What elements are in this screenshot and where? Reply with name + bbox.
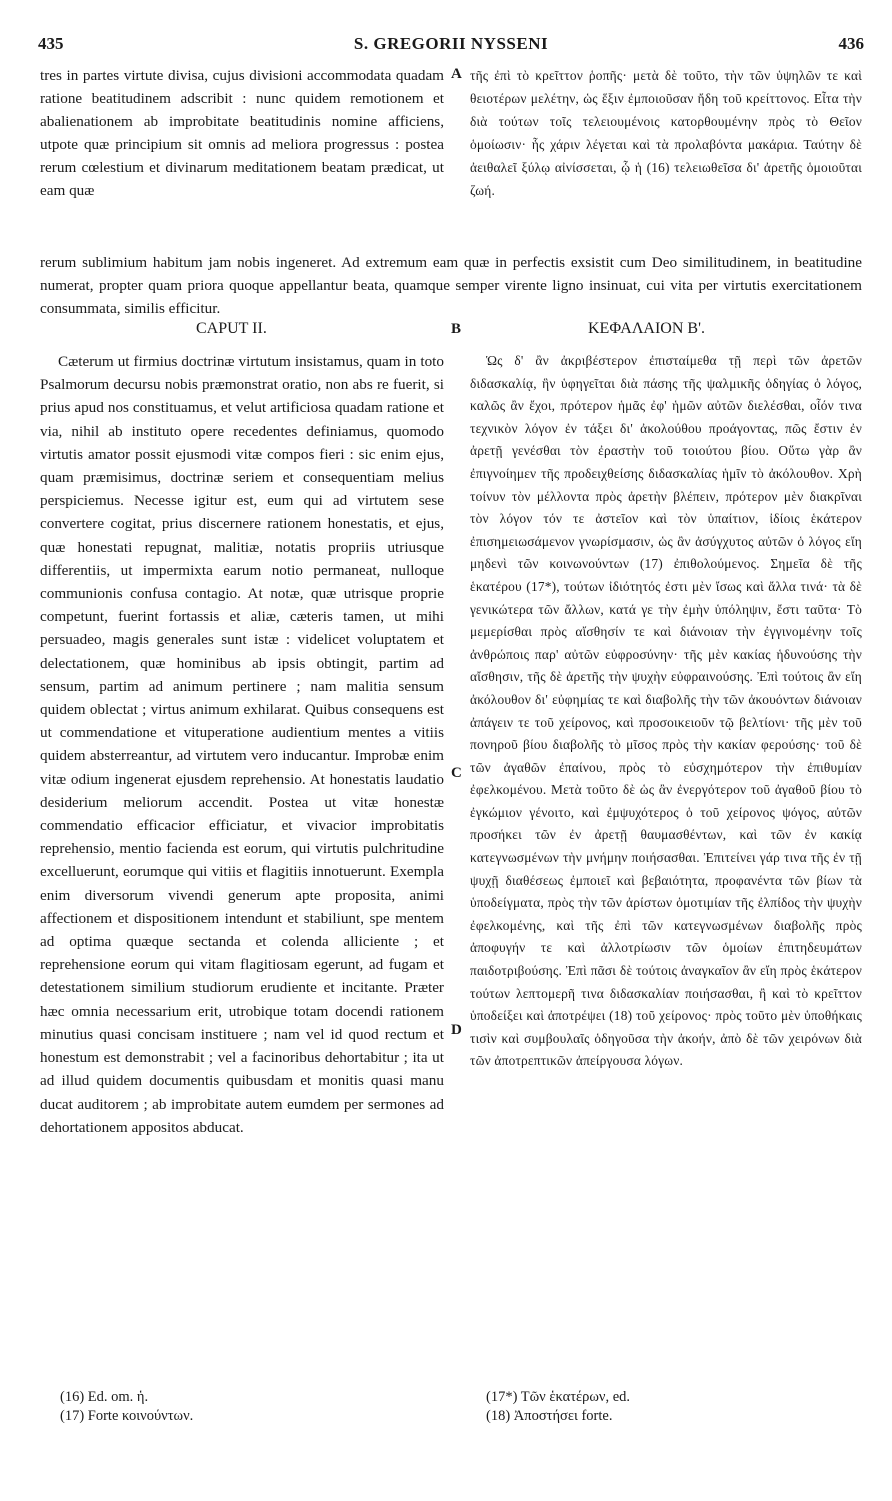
top-latin-column xyxy=(40,64,444,203)
top-latin-text: tres in partes virtute divisa, cujus divisioni accommodata quadam ratione beatitudinem adscribit : nunc quidem remotionem et abalienationem ab improbitate beatitudinis nomine afficiens, utpote quæ principium sit omnis ad meliora progressus : postea rerum cœlestium et divinarum meditationem beatam prædicat, ut eam quæ xyxy=(40,67,444,200)
main-latin-column xyxy=(40,350,444,1139)
footnote-17: (17) Forte κοινούντων. xyxy=(60,1408,194,1424)
right-footnotes xyxy=(486,1388,630,1426)
margin-marker-c: C xyxy=(451,765,462,781)
left-page-number: 435 xyxy=(38,34,64,53)
footnote-17-star: (17*) Τῶν ἑκατέρων, ed. xyxy=(486,1389,631,1405)
margin-marker-a: A xyxy=(451,66,462,82)
greek-chapter-heading: ΚΕΦΑΛΑΙΟΝ Β'. xyxy=(588,320,705,337)
margin-marker-b: B xyxy=(451,321,462,337)
main-greek-text: Ὡς δ' ἂν ἀκριβέστερον ἐπισταίμεθα τῇ περὶ τῶν ἀρετῶν διδασκαλίᾳ, ἣν ὑφηγεῖται διὰ πάσης τῆς ψαλμικῆς ὁδηγίας ὁ λόγος, καλῶς ἂν ἔχοι, πρότερον ἡμᾶς ἐφ' ἡμῶν αὐτῶν διελέσθαι, οἷόν τινα τεχνικὸν λόγον ἐν τάξει δι' ἀκολούθου προάγοντας, πῶς ἔστιν ἐν ἀρετῇ γενέσθαι τὸν ἐραστὴν τοῦ τοιούτου βίου. Οὕτω γὰρ ἂν ἐπιγνοίημεν τῆς προδειχθείσης διδασκαλίας ἡμῖν τὸ ἀκόλουθον. Χρὴ τοίνυν τὸν μέλλοντα πρὸς ἀρετὴν βλέπειν, πρότερον μὲν διακρῖναι τὸν λόγον τόν τε ἀστεῖον καὶ τὸν ὑπαίτιον, ἰδίοις ἑκάτερον ἐπισημειωσάμενον γνωρίσμασιν, ὡς ἂν ἀσύγχυτος αὐτῶν ὁ λόγος εἴη μηδενὶ τῶν κοινωνούντων (17) ἐπιθολούμενος. Σημεῖα δὲ τῆς ἑκατέρου (17*), τούτων ἰδιότητός ἐστι μὲν ἴσως καὶ ἄλλα τινά· τὰ δὲ γενικώτερα τῶν ἄλλων, κατά γε τὴν ἐμὴν ὑπόληψιν, ἔστι ταῦτα· Τὸ μεμερίσθαι πρὸς αἴσθησίν τε καὶ διάνοιαν τὴν ἐγγινομένην τοῖς ἀνθρώποις παρ' αὐτῶν εὐφροσύνην· τῆς μὲν κακίας ἡδυνούσης τὴν αἴσθησιν, τῆς δὲ ἀρετῆς τὴν ψυχὴν εὐφραινούσης. Ἐπὶ τούτοις ἂν εἴη ἀκόλουθον δι' εὐφημίας τε καὶ διαβολῆς τὴν τῶν ἀκουόντων διάνοιαν ἀπάγειν τε τοῦ χείρονος, καὶ προσοικειοῦν τῷ βελτίονι· τῆς μὲν τοῦ πονηροῦ βίου διαβολῆς τὸ μῖσος πρὸς τὴν κακίαν φερούσης· τοῦ δὲ τῶν ἀγαθῶν ἐπαίνου, πρὸς τὸ εὐσχημότερον τὴν ἐπιθυμίαν ἐφελκομένου. Μετὰ τοῦτο δὲ ὡς ἂν ἐνεργότερον τοῦ ἀγαθοῦ βίου τὸ ἐγκώμιον γένοιτο, καὶ ἐμψυχότερος ὁ τοῦ χείρονος ψόγος, αὐτῶν προσήκει τῶν ἐν ἀρετῇ θαυμασθέντων, καὶ τῶν ἐν κακίᾳ κατεγνωσμένων τὴν μνήμην ποιήσασθαι. Ἐπιτείνει γάρ τινα τῆς ἐν τῇ ψυχῇ διαθέσεως ἐμποιεῖ καὶ βεβαιότητα, προφανέντα τῶν βίων τὰ ὑποδείγματα, πρὸς τὴν τῶν ἀρίστων ὁμοτιμίαν τῆς ἐλπίδος τὴν ψυχὴν ἐφελκομένης, καὶ τῆς ἐπὶ τῶν κατεγνωσμένων διαβολῆς πρὸς ἀποφυγήν τε καὶ ἀλλοτρίωσιν τῶν ὁμοίων ἐπιτηδευμάτων παιδοτριβούσης. Ἐπὶ πᾶσι δὲ τούτοις ἀναγκαῖον ἂν εἴη πρὸς ἑκάτερον τούτων λεπτομερῆ τινα διδασκαλίαν ποιήσασθαι, ἢ καὶ τὸ κρεῖττον ὑποδείξει καὶ ἀποτρέψει (18) τοῦ χείρονος· πρὸς τοῦτο μὲν ὑποθήκαις τισὶν καὶ συμβουλαῖς ὁδηγοῦσα τὴν ἀκοήν, ἀπὸ δὲ τῶν χειρόνων διὰ τῶν ἀποτρεπτικῶν ἀπείργουσα λόγων. xyxy=(470,353,862,1069)
right-page-number: 436 xyxy=(838,34,864,53)
footnote-16: (16) Ed. om. ἡ. xyxy=(60,1389,149,1405)
running-title: S. GREGORII NYSSENI xyxy=(353,34,549,53)
top-greek-column xyxy=(470,64,862,203)
running-header xyxy=(38,34,864,56)
top-greek-text: τῆς ἐπὶ τὸ κρεῖττον ῥοπῆς· μετὰ δὲ τοῦτο, τὴν τῶν ὑψηλῶν τε καὶ θειοτέρων μελέτην, ὡς ἕξιν ἐμποιοῦσαν ἤδη τοῦ κρείττονος. Εἶτα τὴν διὰ τούτων τοῖς τελειουμένοις κατορθουμένην πρὸς τὸ Θεῖον ὁμοίωσιν· ἧς χάριν λέγεται καὶ τὰ προλαβόντα μακάρια. Ταύτην δὲ ἀειθαλεῖ ξύλῳ αἰνίσσεται, ᾧ ἡ (16) τελειωθεῖσα δι' ἀρετῆς ὁμοιοῦται ζωή. xyxy=(470,68,862,199)
fullwidth-latin-text: rerum sublimium habitum jam nobis ingeneret. Ad extremum eam quæ in perfectis exsistit cum Deo similitudinem, in beatitudine numerat, propter quam priora quoque appellantur beata, quamque semper virente ligno insinuat, cui vita per virtutis exercitationem consummata, similis efficitur. xyxy=(40,254,862,318)
latin-chapter-heading: CAPUT II. xyxy=(196,320,267,337)
main-greek-column xyxy=(470,350,862,1073)
left-footnotes xyxy=(60,1388,193,1426)
footnote-18: (18) Ἀποστήσει forte. xyxy=(486,1408,613,1424)
main-latin-text: Cæterum ut firmius doctrinæ virtutum insistamus, quam in toto Psalmorum decursu nobis præmonstrat oratio, non abs re fuerit, si prius apud nos constituamus, et velut artificiosa quadam ratione et via, nihil ab instituto opere recedentes definiamus, quomodo virtutis amator possit ejusmodi vitæ compos fieri : sic enim ejus, quam præmisimus, doctrinæ seriem et consequentiam melius perspiciemus. Necesse igitur est, eum qui ad virtutem sese convertere cogitat, prius discernere rationem honestatis, et ejus, quæ honestati repugnat, malitiæ, notatis propriis utriusque differentiis, ut impermixta earum notio permaneat, nulloque communionis confusa contagio. At notæ, quæ utrisque proprie competunt, fuerint fortassis et aliæ, cæteris tamen, ut mihi persuadeo, magis generales sunt istæ : videlicet voluptatem et delectationem, quæ hominibus ab ipsis obtingit, partim ad sensum, partim ad animum pertinere ; nam malitia sensum quidem oblectat ; virtus animum exhilarat. Quibus consequens est ut commendatione et vituperatione audientium mentes a vitiis quidem absterreantur, ad virtutem vero inducantur. Improbæ enim vitæ odium ingenerat ejusdem reprehensio. At honestatis laudatio desiderium meliorum accendit. Postea ut vitæ honestæ commendatio efficacior efficiatur, et vivacior improbitatis reprehensio, mentio facienda est eorum, qui virtutis pulchritudine excelluerunt, eorumque qui vitiis et flagitiis innotuerunt. Exempla enim diversorum vivendi generum apte proposita, animi affectionem et dispositionem intendunt et stabiliunt, spe mentem ad optima quæque sectanda et colenda alliciente ; et reprehensione eorum qui vitam flagitiosam egerunt, ad fugam et detestationem similium studiorum erudiente et incitante. Præter hæc omnia necessarium erit, utrobique totam docendi rationem minutius quasi concisam instituere ; nam vel id quod rectum et honestum est demonstrabit ; vel a facinoribus dehortabitur ; ita ut ad illud quidem documentis quibusdam et monitis quasi manu ducat auditorem ; ab improbitate autem eumdem per sermones ad dehortationem appositos abducat. xyxy=(40,353,444,1136)
margin-marker-d: D xyxy=(451,1022,462,1038)
